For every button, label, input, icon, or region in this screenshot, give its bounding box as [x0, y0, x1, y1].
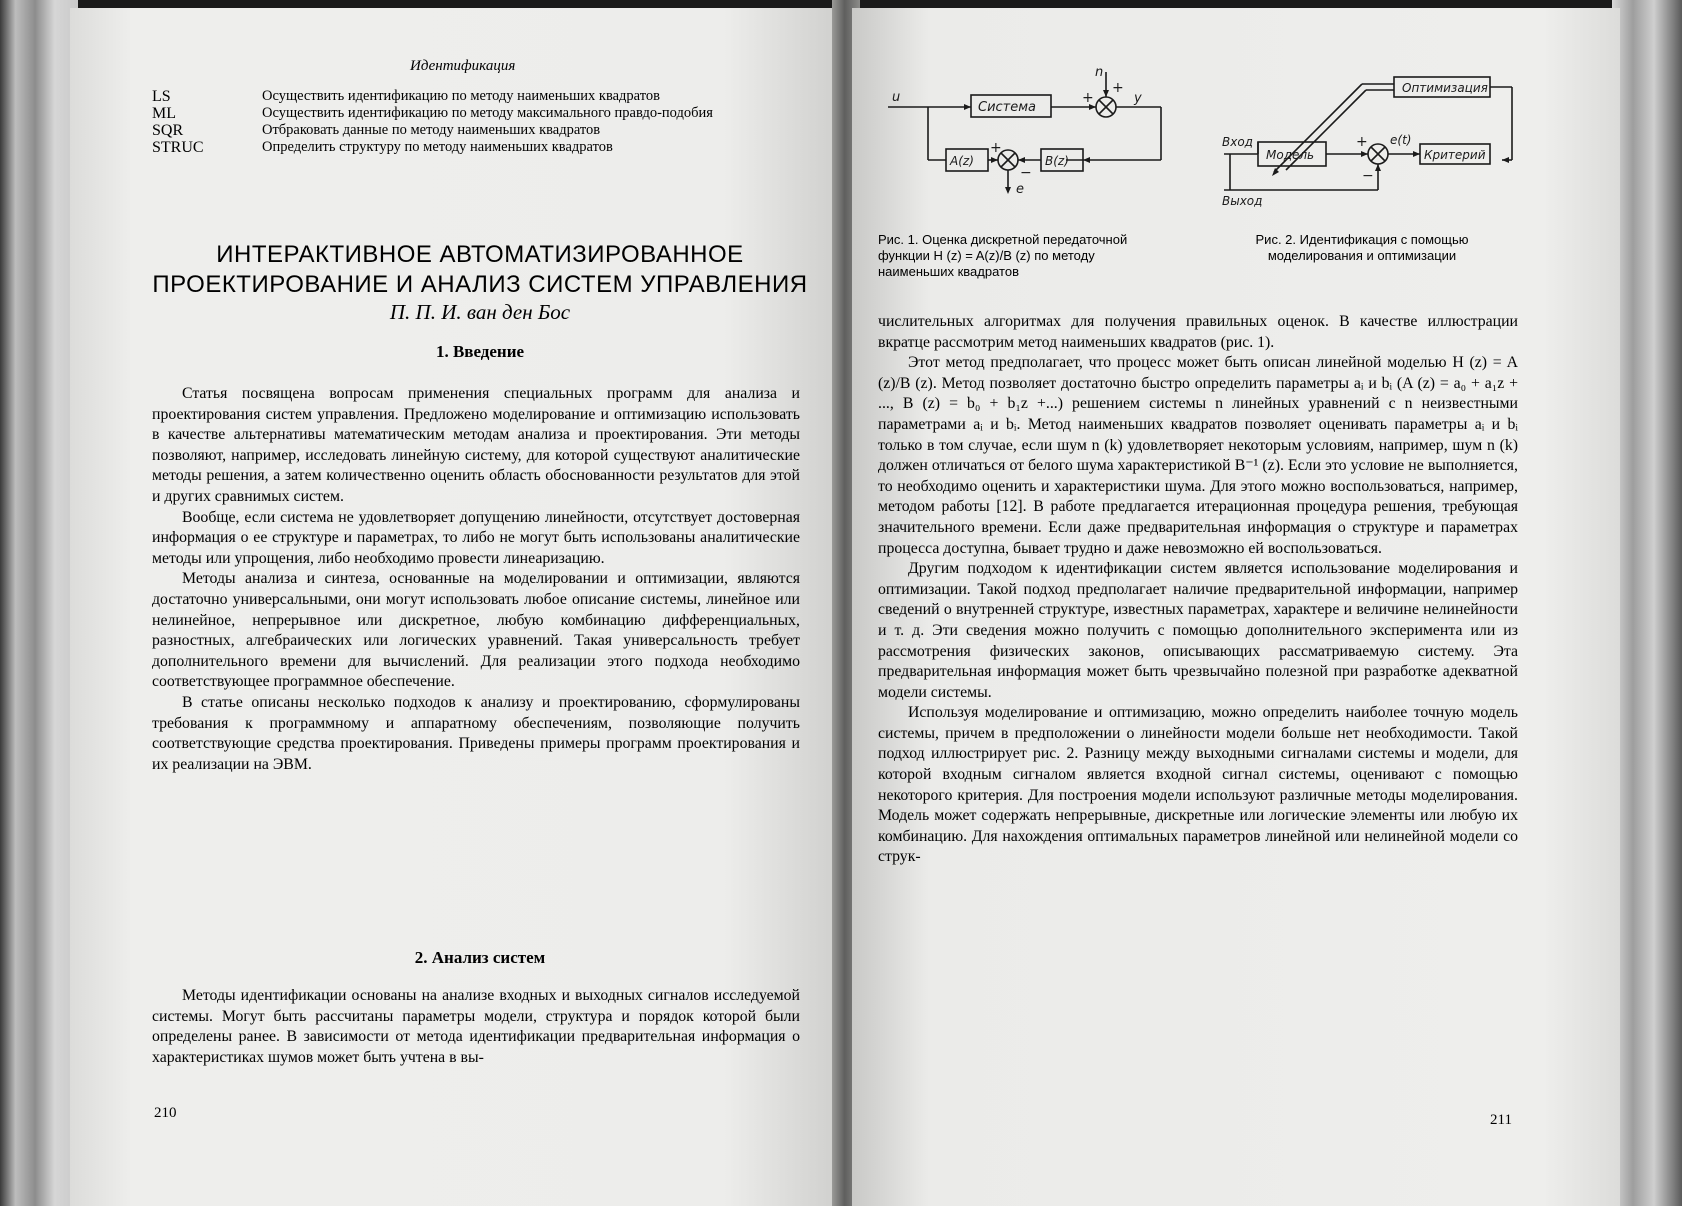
title-line-1: ИНТЕРАКТИВНОЕ АВТОМАТИЗИРОВАННОЕ [216, 241, 744, 268]
page-number-left: 210 [154, 1105, 177, 1121]
label-u: u [892, 90, 901, 105]
paragraph: В статье описаны несколько подходов к анализу и проектированию, сформулированы требования к программному и аппаратному обеспечениям, позволяющие получить соответствующие средства проектирования. Приведены примеры программ проектирования и их реализации на ЭВМ. [152, 693, 800, 773]
article-author: П. П. И. ван ден Бос [389, 300, 571, 324]
paragraph: Статья посвящена вопросам применения специальных программ для анализа и проектирования систем управления. Предложено моделирование и оптимизацию использовать в качестве альтернативы математическим методам анализа и проектирования. Эти методы позволяют, например, исследовать линейную систему, для которой существуют аналитические методы решения, а затем количественно оценить область обоснованности результатов для этой и других сравнимых систем. [152, 385, 800, 505]
label-plus-noise: + [1112, 80, 1124, 96]
paragraph: Методы анализа и синтеза, основанные на моделировании и оптимизации, являются достаточно универсальными, они могут использовать любое описание системы, линейное или нелинейное, непрерывное или дискретное, любую комбинацию дифференциальных, разностных, алгебраических или логических уравнений. Такая универсальность требует дополнительного времени для вычислений. Для реализации этого подхода необходимо соответствующее программное обеспечение. [152, 570, 800, 691]
section-2-heading: 2. Анализ систем [414, 948, 546, 967]
section-1-body [152, 384, 800, 775]
paragraph: числительных алгоритмах для получения правильных оценок. В качестве иллюстрации вкратце рассмотрим метод наименьших квадратов (рис. 1). [878, 313, 1518, 351]
menu-code: STRUC [152, 139, 204, 156]
menu-code: LS [152, 88, 171, 105]
label-output: Выход [1222, 194, 1263, 208]
menu-desc: Определить структуру по методу наименьших квадратов [262, 139, 613, 155]
page-number-right: 211 [1490, 1112, 1512, 1128]
label-e: e [1016, 182, 1024, 197]
menu-desc: Отбраковать данные по методу наименьших квадратов [262, 122, 601, 138]
paragraph: Используя моделирование и оптимизацию, можно определить наиболее точную модель системы, причем в предположении о линейности модели больше нет необходимости. Такой подход иллюстрирует рис. 2. Разницу между выходными сигналами системы и модели, для которой входным сигналом является входной сигнал системы, оценивают с помощью некоторого критерия. Для построения модели используют различные методы моделирования. Модель может содержать непрерывные, дискретные или логические элементы или любую их комбинацию. Для нахождения оптимальных параметров линейной или нелинейной модели со струк- [878, 704, 1518, 866]
figure-2-diagram [1222, 72, 1522, 212]
figure-1-caption: Рис. 1. Оценка дискретной передаточной функции H (z) = A(z)/B (z) по методу наименьших квадратов [878, 232, 1128, 279]
label-minus-bz: − [1020, 165, 1032, 181]
label-plus-system: + [1082, 90, 1094, 106]
label-plus-model: + [1356, 134, 1368, 150]
menu-row [152, 105, 802, 122]
menu-row [152, 122, 802, 139]
paragraph: Этот метод предполагает, что процесс может быть описан линейной моделью H (z) = A (z)/B (z). Метод позволяет достаточно быстро определить параметры aᵢ и bᵢ (A (z) = a₀ + a₁z + ..., B (z) = b₀ + b₁z +...) решением системы n линейных уравнений с n неизвестными параметрами aᵢ и bᵢ. Метод наименьших квадратов позволяет оценивать параметры aᵢ и bᵢ только в том случае, если шум n (k) удовлетворяет некоторым условиям, например, шум n (k) должен отличаться от белого шума характеристикой B⁻¹ (z). Если это условие не выполняется, то необходимо оценить и характеристики шума. Для этого можно воспользоваться, например, методом работы [12]. В работе предлагается итерационная процедура решения, требующая значительного времени. Если даже предварительная информация о структуре и параметрах процесса доступна, бывает трудно и даже невозможно ей воспользоваться. [878, 354, 1518, 557]
menu-desc: Осуществить идентификацию по методу наименьших квадратов [262, 88, 660, 104]
menu-code: SQR [152, 122, 184, 139]
article-title [150, 240, 810, 300]
label-system: Система [978, 100, 1037, 115]
book-edge-right [1612, 0, 1682, 1206]
figure-1-diagram [886, 62, 1186, 202]
label-n: n [1095, 65, 1104, 80]
label-y: y [1134, 91, 1142, 106]
section-1-heading: 1. Введение [435, 342, 525, 361]
label-et: e(t) [1390, 133, 1412, 147]
label-plus-az: + [990, 140, 1002, 156]
identification-menu [152, 88, 802, 156]
label-model: Модель [1266, 148, 1315, 162]
label-az: A(z) [950, 154, 974, 168]
figure-2-caption: Рис. 2. Идентификация с помощью моделирования и оптимизации [1255, 232, 1469, 263]
title-line-2: ПРОЕКТИРОВАНИЕ И АНАЛИЗ СИСТЕМ УПРАВЛЕНИЯ [152, 271, 808, 298]
label-optimization: Оптимизация [1402, 81, 1488, 95]
right-page-body [878, 312, 1518, 868]
label-criterion: Критерий [1424, 148, 1486, 162]
label-bz: B(z) [1045, 154, 1069, 168]
section-2-body [152, 986, 800, 1068]
paragraph: Методы идентификации основаны на анализе входных и выходных сигналов исследуемой системы. Могут быть рассчитаны параметры модели, структура и порядок которой были определены ранее. В зависимости от метода идентификации предварительная информация о характеристиках шумов может быть учтена в вы- [152, 987, 800, 1066]
menu-title: Идентификация [410, 58, 516, 74]
label-input: Вход [1222, 135, 1253, 149]
book-edge-left [0, 0, 78, 1206]
paragraph: Другим подходом к идентификации систем является использование моделирования и оптимизации. Такой подход предполагает наличие предварительной информации, например сведений о внутренней структуре, известных параметрах, характере и величине нелинейности и т. д. Эти сведения можно получить с помощью дополнительного эксперимента или из рассмотрения физических законов, описывающих рассматриваемую систему. Эта предварительная информация может быть чрезвычайно полезной при разработке адекватной модели системы. [878, 560, 1518, 701]
menu-row [152, 139, 802, 156]
menu-code: ML [152, 105, 176, 122]
paragraph: Вообще, если система не удовлетворяет допущению линейности, отсутствует достоверная информация о ее структуре и параметрах, то либо не могут быть использованы аналитические методы или упрощения, либо необходимо провести линеаризацию. [152, 508, 800, 567]
label-minus-output: − [1362, 168, 1374, 184]
menu-row [152, 88, 802, 105]
menu-desc: Осуществить идентификацию по методу максимального правдо-подобия [262, 105, 713, 121]
